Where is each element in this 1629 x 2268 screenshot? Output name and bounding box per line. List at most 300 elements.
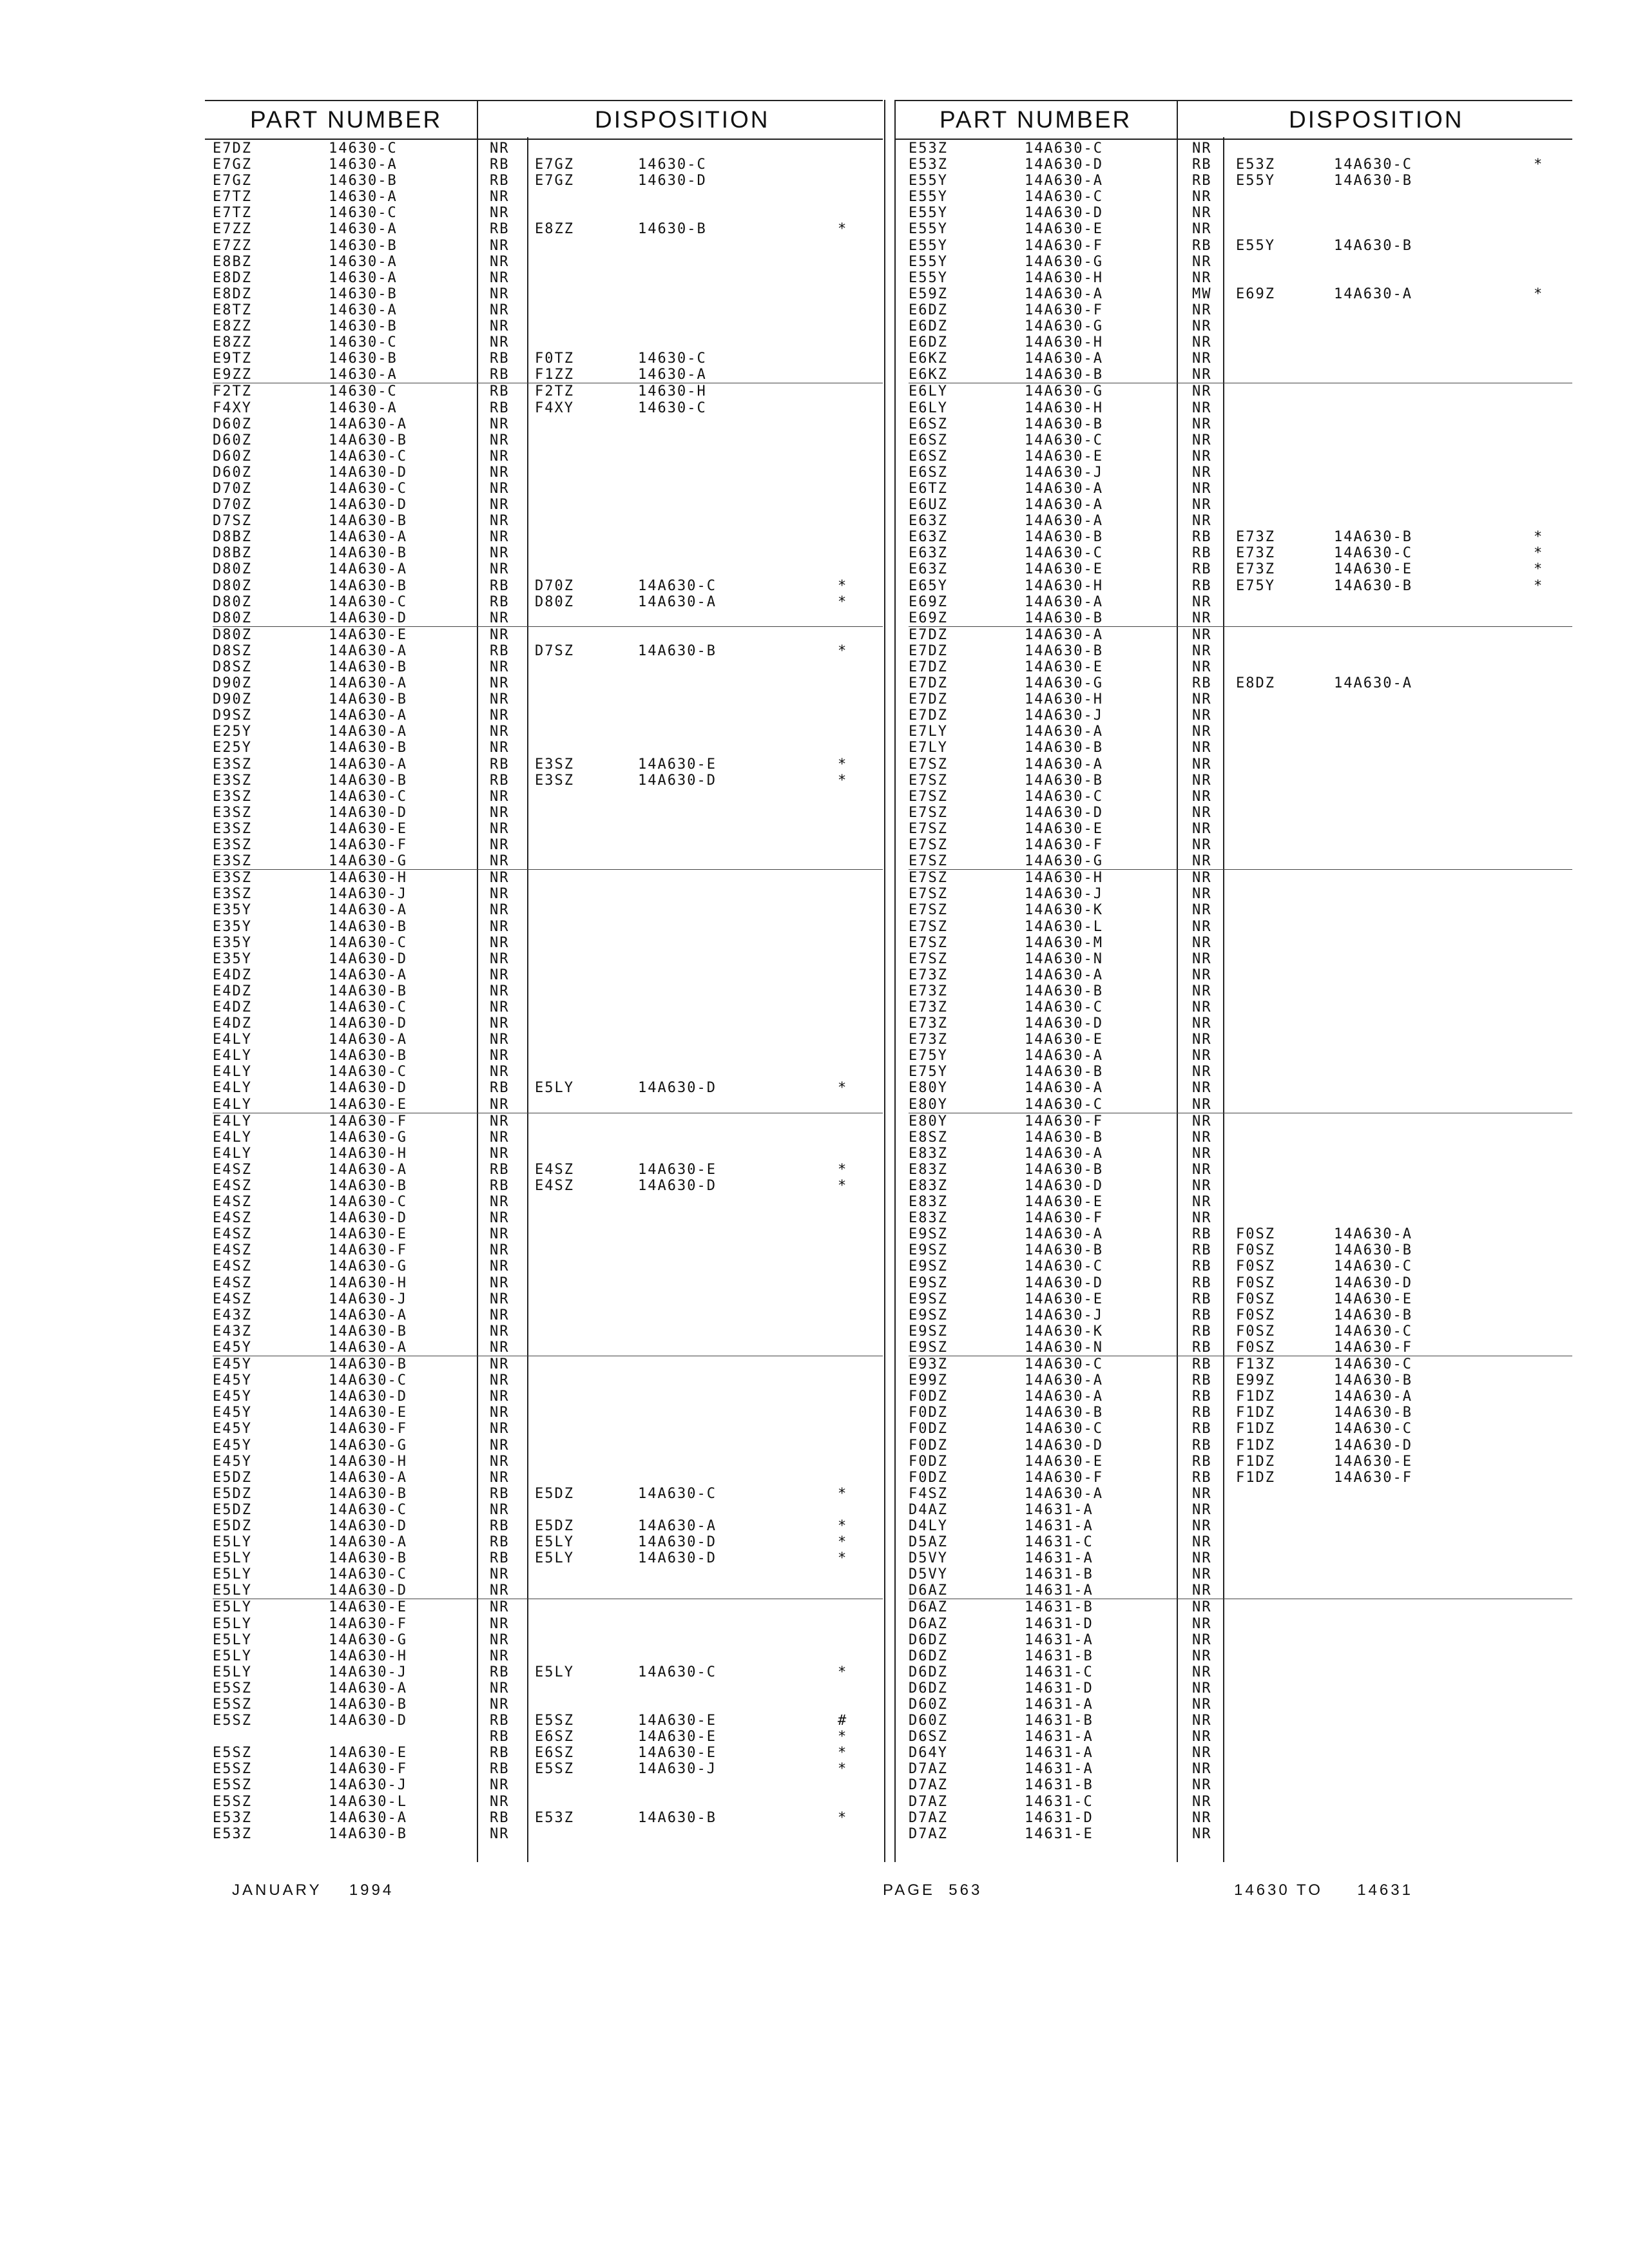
part-prefix: D7AZ <box>909 1777 948 1794</box>
disposition-code: RB <box>1192 675 1212 692</box>
disposition-code: RB <box>1192 1274 1212 1291</box>
part-prefix: E73Z <box>909 1032 948 1048</box>
table-row <box>213 999 883 1015</box>
table-row <box>909 594 1572 610</box>
part-prefix: D6AZ <box>909 1615 948 1632</box>
part-number: 14631-A <box>1025 1501 1094 1518</box>
table-row <box>909 221 1572 237</box>
table-row <box>909 659 1572 675</box>
part-prefix: E7SZ <box>909 870 948 887</box>
disposition-code: NR <box>1192 707 1212 724</box>
new-prefix: E6SZ <box>535 1729 574 1745</box>
table-row <box>909 1454 1572 1470</box>
part-prefix: E5SZ <box>213 1680 252 1696</box>
disposition-code: RB <box>1192 545 1212 562</box>
disposition-code: NR <box>490 1129 510 1146</box>
disposition-code: NR <box>1192 1485 1212 1502</box>
new-prefix: E5DZ <box>535 1485 574 1502</box>
disposition-code: NR <box>1192 1631 1212 1648</box>
part-number: 14A630-D <box>329 1080 407 1097</box>
new-prefix: E4SZ <box>535 1178 574 1194</box>
table-row <box>213 919 883 935</box>
part-prefix: E4SZ <box>213 1226 252 1243</box>
disposition-code: NR <box>490 302 510 318</box>
part-prefix: E7DZ <box>909 626 948 643</box>
table-row <box>909 1162 1572 1178</box>
new-prefix: E5LY <box>535 1534 574 1551</box>
table-row <box>909 1210 1572 1226</box>
part-number: 14A630-C <box>329 448 407 465</box>
part-prefix: E5LY <box>213 1664 252 1680</box>
new-number: 14A630-D <box>638 1178 717 1194</box>
part-number: 14A630-A <box>329 1307 407 1323</box>
disposition-code: RB <box>1192 1453 1212 1470</box>
new-prefix: F13Z <box>1236 1356 1275 1373</box>
part-prefix: E7GZ <box>213 157 252 173</box>
table-row <box>213 1454 883 1470</box>
part-number: 14A630-C <box>1025 140 1103 157</box>
part-prefix: E8ZZ <box>213 318 252 335</box>
table-row <box>909 367 1572 383</box>
table-row <box>909 1486 1572 1502</box>
part-prefix: E4SZ <box>213 1210 252 1227</box>
table-row <box>213 773 883 789</box>
part-prefix: E73Z <box>909 1015 948 1032</box>
table-row <box>213 578 883 594</box>
disposition-code: NR <box>1192 383 1212 400</box>
part-number: 14A630-B <box>329 545 407 562</box>
part-prefix: E63Z <box>909 561 948 578</box>
part-prefix: D6AZ <box>909 1582 948 1599</box>
new-prefix: E5LY <box>535 1664 574 1680</box>
part-prefix: E7ZZ <box>213 221 252 238</box>
disposition-code: NR <box>1192 918 1212 935</box>
table-row <box>213 951 883 967</box>
disposition-code: NR <box>1192 189 1212 206</box>
disposition-code: NR <box>1192 1032 1212 1048</box>
disposition-code: RB <box>1192 1389 1212 1405</box>
part-number: 14A630-C <box>329 1566 407 1583</box>
part-number: 14631-E <box>1025 1825 1094 1842</box>
part-prefix: E5DZ <box>213 1469 252 1486</box>
part-prefix: E45Y <box>213 1405 252 1421</box>
new-number: 14A630-F <box>1334 1469 1412 1486</box>
part-prefix: E7DZ <box>213 140 252 157</box>
part-prefix: D7AZ <box>909 1825 948 1842</box>
table-row <box>909 140 1572 157</box>
part-prefix: E5LY <box>213 1534 252 1551</box>
table-row <box>213 367 883 383</box>
disposition-code: NR <box>490 1777 510 1794</box>
part-number: 14A630-F <box>1025 1469 1103 1486</box>
table-row <box>213 1745 883 1761</box>
table-row <box>909 1080 1572 1096</box>
new-number: 14A630-C <box>1334 1323 1412 1340</box>
table-row <box>213 1210 883 1226</box>
part-number: 14A630-A <box>1025 593 1103 610</box>
disposition-code: NR <box>490 1405 510 1421</box>
new-number: 14A630-C <box>1334 157 1412 173</box>
table-row <box>213 821 883 837</box>
disposition-code: NR <box>490 837 510 854</box>
part-number: 14A630-D <box>329 1015 407 1032</box>
note-mark: * <box>1534 577 1544 594</box>
part-prefix: F0DZ <box>909 1405 948 1421</box>
part-prefix: D80Z <box>213 626 252 643</box>
part-prefix: E5DZ <box>213 1517 252 1534</box>
part-prefix: D7AZ <box>909 1793 948 1810</box>
note-mark: * <box>838 756 848 773</box>
part-prefix: E3SZ <box>213 837 252 854</box>
new-prefix: E73Z <box>1236 545 1275 562</box>
part-prefix: E6KZ <box>909 367 948 383</box>
table-row <box>213 1258 883 1274</box>
table-row <box>909 400 1572 416</box>
part-number: 14A630-C <box>329 1501 407 1518</box>
new-number: 14A630-E <box>638 1745 717 1762</box>
part-number: 14A630-F <box>1025 837 1103 854</box>
part-number: 14A630-H <box>1025 691 1103 708</box>
part-number: 14630-C <box>329 205 398 222</box>
part-number: 14A630-B <box>329 1696 407 1713</box>
part-prefix: E9SZ <box>909 1307 948 1323</box>
part-prefix: E43Z <box>213 1323 252 1340</box>
table-row <box>909 1502 1572 1518</box>
disposition-code: NR <box>1192 399 1212 416</box>
note-mark: * <box>838 577 848 594</box>
part-number: 14A630-C <box>1025 1421 1103 1437</box>
table-row <box>909 1648 1572 1664</box>
note-mark: * <box>838 1161 848 1178</box>
part-prefix: F0DZ <box>909 1437 948 1454</box>
table-row <box>213 1097 883 1113</box>
part-number: 14A630-A <box>329 675 407 692</box>
table-row <box>909 1794 1572 1810</box>
new-number: 14A630-E <box>1334 561 1412 578</box>
right-column <box>909 140 1572 1842</box>
part-number: 14A630-C <box>329 1194 407 1211</box>
disposition-code: NR <box>1192 1696 1212 1713</box>
new-number: 14A630-D <box>638 1080 717 1097</box>
table-row <box>909 1826 1572 1842</box>
new-number: 14A630-D <box>638 772 717 789</box>
table-row <box>909 1745 1572 1761</box>
table-row <box>909 1356 1572 1372</box>
table-row <box>909 1129 1572 1146</box>
part-number: 14A630-H <box>1025 577 1103 594</box>
table-row <box>213 1729 883 1745</box>
disposition-code: NR <box>1192 1793 1212 1810</box>
new-prefix: F1DZ <box>1236 1453 1275 1470</box>
note-mark: * <box>838 1178 848 1194</box>
part-number: 14630-C <box>329 334 398 351</box>
part-prefix: E5SZ <box>213 1761 252 1778</box>
part-number: 14A630-A <box>329 724 407 740</box>
table-row <box>213 1664 883 1680</box>
part-number: 14A630-H <box>329 1648 407 1664</box>
table-row <box>909 886 1572 902</box>
disposition-code: NR <box>1192 1534 1212 1551</box>
table-row <box>909 1582 1572 1599</box>
part-number: 14A630-F <box>329 1242 407 1259</box>
table-row <box>213 1550 883 1566</box>
disposition-code: NR <box>1192 1080 1212 1097</box>
part-prefix: E4DZ <box>213 983 252 999</box>
new-number: 14A630-C <box>1334 1356 1412 1373</box>
disposition-code: NR <box>1192 367 1212 383</box>
part-prefix: E55Y <box>909 205 948 222</box>
part-number: 14A630-E <box>1025 659 1103 675</box>
part-number: 14A630-F <box>329 1761 407 1778</box>
part-number: 14A630-N <box>1025 950 1103 967</box>
part-prefix: E4SZ <box>213 1291 252 1307</box>
disposition-code: RB <box>1192 1469 1212 1486</box>
table-row <box>909 481 1572 497</box>
table-row <box>909 1226 1572 1242</box>
part-prefix: E45Y <box>213 1421 252 1437</box>
part-prefix: E7SZ <box>909 853 948 870</box>
part-number: 14A630-A <box>329 1032 407 1048</box>
table-row <box>213 448 883 465</box>
disposition-code: NR <box>490 1064 510 1081</box>
part-prefix: E7DZ <box>909 707 948 724</box>
table-row <box>909 270 1572 286</box>
new-prefix: F0SZ <box>1236 1323 1275 1340</box>
disposition-code: NR <box>1192 1729 1212 1745</box>
part-prefix: E35Y <box>213 902 252 919</box>
part-prefix: F0DZ <box>909 1469 948 1486</box>
table-row <box>213 140 883 157</box>
table-row <box>909 1664 1572 1680</box>
disposition-code: NR <box>1192 1161 1212 1178</box>
table-row <box>909 773 1572 789</box>
disposition-code: NR <box>1192 205 1212 222</box>
part-number: 14A630-A <box>1025 1080 1103 1097</box>
part-prefix: E63Z <box>909 545 948 562</box>
part-prefix: E4LY <box>213 1129 252 1146</box>
part-number: 14A630-E <box>1025 820 1103 837</box>
disposition-code: NR <box>490 237 510 254</box>
disposition-code: NR <box>490 1793 510 1810</box>
part-number: 14631-A <box>1025 1582 1094 1599</box>
table-row <box>213 270 883 286</box>
table-row <box>909 853 1572 870</box>
part-number: 14631-C <box>1025 1534 1094 1551</box>
table-row <box>909 1048 1572 1064</box>
part-prefix: E83Z <box>909 1210 948 1227</box>
part-prefix: D5VY <box>909 1550 948 1567</box>
disposition-code: NR <box>490 1210 510 1227</box>
part-number: 14A630-B <box>329 1825 407 1842</box>
part-prefix: E75Y <box>909 1048 948 1064</box>
part-number: 14A630-J <box>1025 886 1103 903</box>
part-number: 14A630-H <box>329 1453 407 1470</box>
part-number: 14A630-C <box>1025 999 1103 1015</box>
table-row <box>213 1080 883 1096</box>
part-number: 14A630-C <box>1025 432 1103 448</box>
note-mark: * <box>1534 529 1544 546</box>
part-prefix: E7TZ <box>213 189 252 206</box>
new-prefix: E53Z <box>535 1809 574 1826</box>
disposition-code: NR <box>1192 351 1212 367</box>
part-number: 14A630-A <box>329 966 407 983</box>
disposition-code: NR <box>1192 1745 1212 1762</box>
table-row <box>909 432 1572 448</box>
disposition-code: NR <box>490 902 510 919</box>
table-row <box>213 643 883 659</box>
new-prefix: E5SZ <box>535 1761 574 1778</box>
table-row <box>213 545 883 561</box>
part-prefix: E5LY <box>213 1615 252 1632</box>
disposition-code: NR <box>490 934 510 951</box>
part-prefix: E7SZ <box>909 934 948 951</box>
new-prefix: E3SZ <box>535 756 574 773</box>
disposition-code: NR <box>1192 1064 1212 1081</box>
disposition-code: RB <box>1192 561 1212 578</box>
new-number: 14A630-B <box>1334 173 1412 189</box>
part-prefix: E6SZ <box>909 448 948 465</box>
new-number: 14A630-C <box>1334 1258 1412 1275</box>
part-number: 14A630-A <box>329 1680 407 1696</box>
part-number: 14631-A <box>1025 1761 1094 1778</box>
part-number: 14A630-G <box>329 853 407 870</box>
part-number: 14A630-C <box>1025 189 1103 206</box>
disposition-code: NR <box>490 788 510 805</box>
table-row <box>213 318 883 334</box>
part-prefix: D7AZ <box>909 1809 948 1826</box>
disposition-code: NR <box>1192 1048 1212 1064</box>
part-prefix: D8BZ <box>213 545 252 562</box>
part-prefix: E4LY <box>213 1048 252 1064</box>
new-prefix: E3SZ <box>535 772 574 789</box>
disposition-code: NR <box>490 1015 510 1032</box>
part-prefix: E4SZ <box>213 1258 252 1275</box>
new-number: 14A630-F <box>1334 1339 1412 1356</box>
right-disposition-header: DISPOSITION <box>1289 106 1464 133</box>
table-row <box>213 967 883 983</box>
part-prefix: D64Y <box>909 1745 948 1762</box>
part-prefix: E3SZ <box>213 788 252 805</box>
disposition-code: NR <box>1192 837 1212 854</box>
disposition-code: RB <box>1192 1356 1212 1373</box>
part-number: 14631-B <box>1025 1777 1094 1794</box>
part-number: 14A630-B <box>1025 1405 1103 1421</box>
part-number: 14A630-C <box>329 1064 407 1081</box>
table-row <box>909 1810 1572 1826</box>
part-prefix: E55Y <box>909 269 948 286</box>
part-number: 14630-A <box>329 189 398 206</box>
table-row <box>909 1761 1572 1777</box>
disposition-code: RB <box>1192 173 1212 189</box>
part-number: 14A630-D <box>329 497 407 514</box>
table-row <box>213 1421 883 1437</box>
disposition-code: NR <box>490 1145 510 1162</box>
disposition-code: NR <box>490 1469 510 1486</box>
part-prefix: E53Z <box>213 1825 252 1842</box>
table-row <box>909 1015 1572 1032</box>
part-prefix: E5SZ <box>213 1777 252 1794</box>
part-prefix: E45Y <box>213 1339 252 1356</box>
part-number: 14A630-C <box>329 593 407 610</box>
table-row <box>909 1146 1572 1162</box>
part-number: 14A630-B <box>1025 1129 1103 1146</box>
table-row <box>909 1616 1572 1632</box>
part-prefix: E3SZ <box>213 853 252 870</box>
disposition-code: NR <box>1192 302 1212 318</box>
disposition-code: NR <box>490 983 510 999</box>
table-row <box>213 1064 883 1080</box>
note-mark: * <box>838 1485 848 1502</box>
disposition-code: RB <box>490 1745 510 1762</box>
new-number: 14A630-B <box>1334 529 1412 546</box>
part-number: 14A630-B <box>1025 642 1103 659</box>
disposition-code: NR <box>1192 724 1212 740</box>
disposition-code: NR <box>1192 1599 1212 1616</box>
table-row <box>909 465 1572 481</box>
part-number: 14A630-B <box>329 983 407 999</box>
part-prefix: E7SZ <box>909 886 948 903</box>
right-part-number-header: PART NUMBER <box>940 106 1132 133</box>
table-row <box>213 238 883 254</box>
footer-page: PAGE 563 <box>883 1881 983 1899</box>
disposition-code: NR <box>490 1226 510 1243</box>
disposition-code: NR <box>490 513 510 530</box>
table-row <box>909 1550 1572 1566</box>
part-prefix: E83Z <box>909 1145 948 1162</box>
disposition-code: NR <box>1192 853 1212 870</box>
part-number: 14A630-J <box>329 886 407 903</box>
part-prefix: D80Z <box>213 577 252 594</box>
new-number: 14630-D <box>638 173 707 189</box>
disposition-code: NR <box>490 1339 510 1356</box>
part-prefix: E4LY <box>213 1064 252 1081</box>
table-row <box>909 286 1572 302</box>
part-prefix: E7DZ <box>909 642 948 659</box>
part-number: 14A630-A <box>1025 1048 1103 1064</box>
note-mark: # <box>838 1713 848 1729</box>
part-prefix: E7SZ <box>909 756 948 773</box>
new-number: 14A630-B <box>1334 1372 1412 1389</box>
table-row <box>213 902 883 918</box>
table-row <box>909 1178 1572 1194</box>
disposition-code: NR <box>1192 334 1212 351</box>
table-row <box>909 1518 1572 1534</box>
disposition-code: NR <box>490 1258 510 1275</box>
disposition-code: NR <box>1192 253 1212 270</box>
new-number: 14A630-B <box>1334 1242 1412 1259</box>
note-mark: * <box>838 593 848 610</box>
table-row <box>213 1048 883 1064</box>
part-prefix: E6TZ <box>909 480 948 497</box>
part-number: 14A630-A <box>1025 1145 1103 1162</box>
disposition-code: NR <box>490 1825 510 1842</box>
part-prefix: D5AZ <box>909 1534 948 1551</box>
table-row <box>213 173 883 189</box>
table-row <box>213 1632 883 1648</box>
disposition-code: RB <box>490 772 510 789</box>
disposition-code: NR <box>1192 513 1212 530</box>
part-number: 14A630-B <box>329 918 407 935</box>
table-row <box>909 1729 1572 1745</box>
part-number: 14A630-M <box>1025 934 1103 951</box>
disposition-code: NR <box>1192 1809 1212 1826</box>
part-prefix: E6DZ <box>909 302 948 318</box>
disposition-code: NR <box>1192 1566 1212 1583</box>
table-row <box>213 1486 883 1502</box>
part-prefix: E45Y <box>213 1389 252 1405</box>
part-prefix: D8BZ <box>213 529 252 546</box>
disposition-code: NR <box>1192 950 1212 967</box>
